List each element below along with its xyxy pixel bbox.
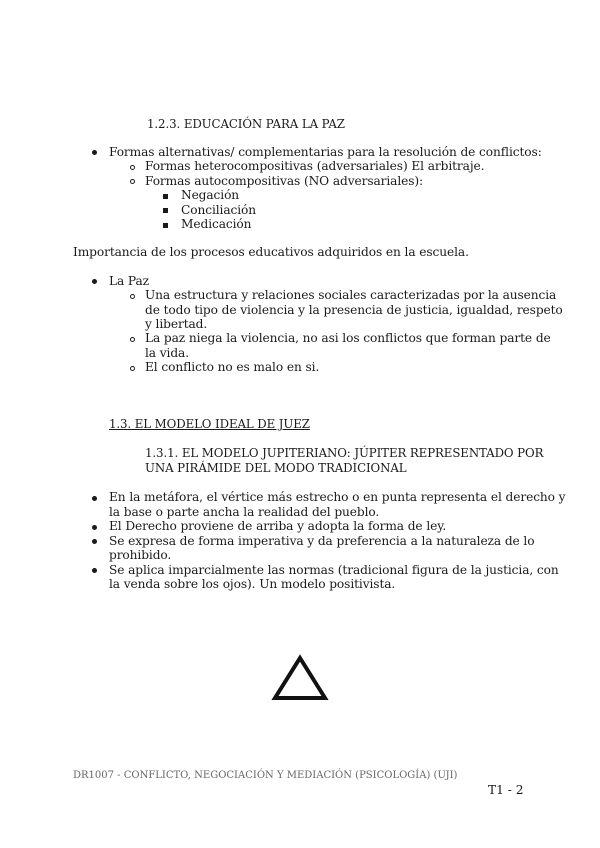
paz-sub1-line3: y libertad. (145, 317, 208, 331)
bullet-2-line1: El Derecho proviene de arriba y adopta la forma de ley. (109, 519, 447, 533)
bullet-square (163, 223, 168, 228)
formas-auto: Formas autocompositivas (NO adversariales): (145, 174, 424, 188)
bullet-circle (130, 165, 135, 170)
section-heading-1-2-3: 1.2.3. EDUCACIÓN PARA LA PAZ (147, 117, 345, 131)
footer-course: DR1007 - CONFLICTO, NEGOCIACIÓN Y MEDIACIÓN (PSICOLOGÍA) (UJI) (73, 770, 458, 781)
paz-sub1-line1: Una estructura y relaciones sociales caracterizadas por la ausencia (145, 288, 557, 302)
bullet-dot (92, 279, 97, 284)
page-number: T1 - 2 (488, 783, 524, 797)
paz-sub2-line2: la vida. (145, 346, 189, 360)
importancia-paragraph: Importancia de los procesos educativos adquiridos en la escuela. (73, 245, 469, 259)
pyramid-triangle-shape (275, 658, 325, 698)
section-heading-1-3: 1.3. EL MODELO IDEAL DE JUEZ (109, 417, 310, 431)
bullet-circle (130, 337, 135, 342)
bullet-dot (92, 525, 97, 530)
bullet-circle (130, 179, 135, 184)
formas-item-3: Medicación (181, 217, 252, 231)
paz-sub1-line2: de todo tipo de violencia y la presencia de justicia, igualdad, respeto (145, 303, 563, 317)
paz-label: La Paz (109, 274, 149, 288)
bullet-dot (92, 539, 97, 544)
pyramid-triangle-figure (270, 654, 330, 702)
bullet-circle (130, 366, 135, 371)
bullet-circle (130, 294, 135, 299)
bullet-dot (92, 150, 97, 155)
bullet-dot (92, 496, 97, 501)
paz-sub3: El conflicto no es malo en si. (145, 360, 320, 374)
bullet-1-line1: En la metáfora, el vértice más estrecho o en punta representa el derecho y (109, 490, 566, 504)
formas-item-1: Negación (181, 188, 240, 202)
bullet-dot (92, 568, 97, 573)
bullet-square (163, 208, 168, 213)
bullet-3-line2: prohibido. (109, 548, 172, 562)
formas-main: Formas alternativas/ complementarias para la resolución de conflictos: (109, 145, 542, 159)
section-heading-1-3-1-line2: UNA PIRÁMIDE DEL MODO TRADICIONAL (145, 461, 407, 475)
paz-sub2-line1: La paz niega la violencia, no asi los conflictos que forman parte de (145, 331, 551, 345)
bullet-4-line1: Se aplica imparcialmente las normas (tradicional figura de la justicia, con (109, 563, 559, 577)
bullet-4-line2: la venda sobre los ojos). Un modelo positivista. (109, 577, 396, 591)
bullet-1-line2: la base o parte ancha la realidad del pueblo. (109, 505, 380, 519)
formas-hetero: Formas heterocompositivas (adversariales) El arbitraje. (145, 159, 485, 173)
formas-item-2: Conciliación (181, 203, 257, 217)
bullet-square (163, 194, 168, 199)
section-heading-1-3-1-line1: 1.3.1. EL MODELO JUPITERIANO: JÚPITER REPRESENTADO POR (145, 446, 544, 460)
bullet-3-line1: Se expresa de forma imperativa y da preferencia a la naturaleza de lo (109, 534, 535, 548)
